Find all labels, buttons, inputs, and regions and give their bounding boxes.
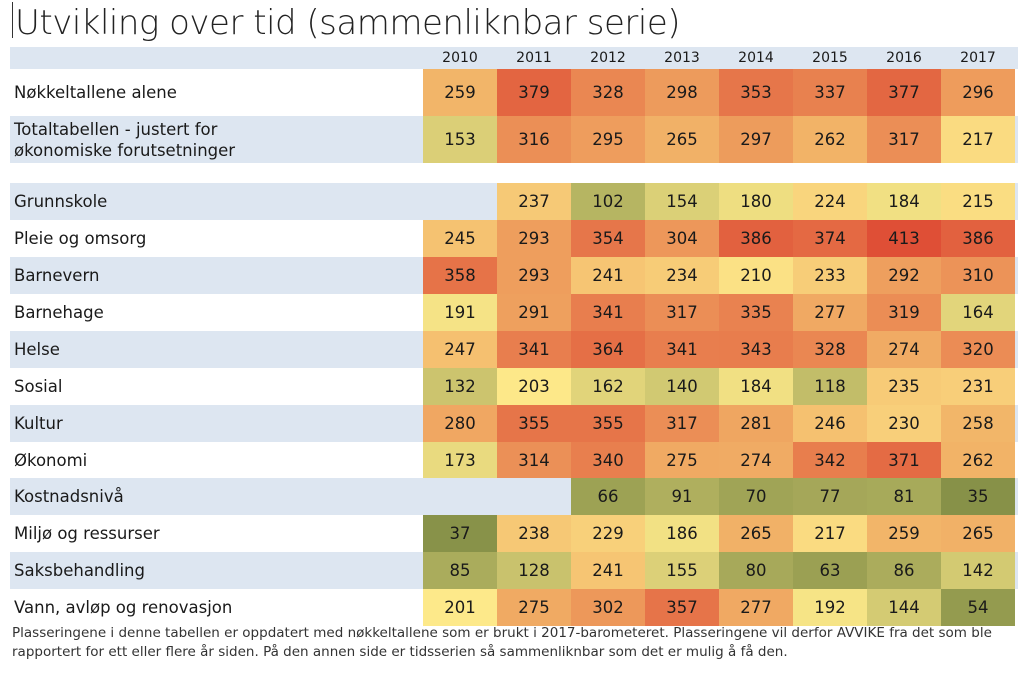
value-cell: 374 xyxy=(793,220,867,257)
value-cell: 192 xyxy=(793,589,867,626)
value-cell: 291 xyxy=(497,294,571,331)
value-cell: 328 xyxy=(793,331,867,368)
value-cell: 265 xyxy=(645,116,719,163)
value-cell: 317 xyxy=(645,405,719,442)
table-row xyxy=(10,405,1018,442)
value-cell: 364 xyxy=(571,331,645,368)
value-cell: 54 xyxy=(941,589,1015,626)
value-cell: 340 xyxy=(571,442,645,479)
value-cell: 241 xyxy=(571,257,645,294)
value-cell: 274 xyxy=(719,442,793,479)
value-cell: 237 xyxy=(497,183,571,220)
value-cell: 317 xyxy=(645,294,719,331)
value-cell: 265 xyxy=(719,515,793,552)
value-cell: 85 xyxy=(423,552,497,589)
value-cell: 37 xyxy=(423,515,497,552)
row-label: Kultur xyxy=(14,414,63,433)
value-cell: 281 xyxy=(719,405,793,442)
value-cell: 144 xyxy=(867,589,941,626)
value-cell: 316 xyxy=(497,116,571,163)
value-cell: 164 xyxy=(941,294,1015,331)
value-cell: 184 xyxy=(719,368,793,405)
table-row xyxy=(10,515,1018,552)
value-cell: 342 xyxy=(793,442,867,479)
value-cell: 343 xyxy=(719,331,793,368)
value-cell: 328 xyxy=(571,69,645,116)
value-cell: 215 xyxy=(941,183,1015,220)
value-cell: 80 xyxy=(719,552,793,589)
value-cell: 293 xyxy=(497,220,571,257)
value-cell: 355 xyxy=(497,405,571,442)
value-cell: 335 xyxy=(719,294,793,331)
value-cell: 210 xyxy=(719,257,793,294)
value-cell: 191 xyxy=(423,294,497,331)
value-cell: 304 xyxy=(645,220,719,257)
value-cell: 86 xyxy=(867,552,941,589)
year-header-2016: 2016 xyxy=(886,50,922,66)
table-row xyxy=(10,183,1018,220)
table-row xyxy=(10,478,1018,515)
table-row xyxy=(10,69,1018,116)
year-header-2017: 2017 xyxy=(960,50,996,66)
value-cell: 132 xyxy=(423,368,497,405)
value-cell: 259 xyxy=(867,515,941,552)
row-label: Sosial xyxy=(14,377,63,396)
value-cell: 274 xyxy=(867,331,941,368)
year-header-2013: 2013 xyxy=(664,50,700,66)
value-cell: 262 xyxy=(941,442,1015,479)
row-label: Økonomi xyxy=(14,451,88,470)
row-label: Barnehage xyxy=(14,303,104,322)
row-label: Saksbehandling xyxy=(14,561,145,580)
value-cell: 358 xyxy=(423,257,497,294)
value-cell: 357 xyxy=(645,589,719,626)
table-row xyxy=(10,220,1018,257)
value-cell: 245 xyxy=(423,220,497,257)
value-cell: 258 xyxy=(941,405,1015,442)
value-cell: 353 xyxy=(719,69,793,116)
year-header-2015: 2015 xyxy=(812,50,848,66)
value-cell: 238 xyxy=(497,515,571,552)
value-cell: 128 xyxy=(497,552,571,589)
value-cell: 275 xyxy=(497,589,571,626)
value-cell: 142 xyxy=(941,552,1015,589)
table-row xyxy=(10,331,1018,368)
value-cell: 341 xyxy=(571,294,645,331)
value-cell: 310 xyxy=(941,257,1015,294)
value-cell: 265 xyxy=(941,515,1015,552)
value-cell: 297 xyxy=(719,116,793,163)
value-cell: 35 xyxy=(941,478,1015,515)
row-label: Helse xyxy=(14,340,60,359)
value-cell: 262 xyxy=(793,116,867,163)
value-cell: 275 xyxy=(645,442,719,479)
value-cell: 277 xyxy=(793,294,867,331)
value-cell: 354 xyxy=(571,220,645,257)
table-row xyxy=(10,257,1018,294)
value-cell: 317 xyxy=(867,116,941,163)
value-cell: 155 xyxy=(645,552,719,589)
value-cell: 231 xyxy=(941,368,1015,405)
value-cell: 162 xyxy=(571,368,645,405)
value-cell: 314 xyxy=(497,442,571,479)
value-cell: 201 xyxy=(423,589,497,626)
value-cell: 280 xyxy=(423,405,497,442)
value-cell: 341 xyxy=(497,331,571,368)
value-cell: 386 xyxy=(719,220,793,257)
value-cell: 379 xyxy=(497,69,571,116)
value-cell: 298 xyxy=(645,69,719,116)
value-cell: 413 xyxy=(867,220,941,257)
value-cell: 246 xyxy=(793,405,867,442)
value-cell: 355 xyxy=(571,405,645,442)
value-cell: 293 xyxy=(497,257,571,294)
row-label: Miljø og ressurser xyxy=(14,524,160,543)
row-label: Vann, avløp og renovasjon xyxy=(14,598,233,617)
value-cell: 70 xyxy=(719,478,793,515)
value-cell: 77 xyxy=(793,478,867,515)
row-label: Kostnadsnivå xyxy=(14,487,124,506)
value-cell: 319 xyxy=(867,294,941,331)
chart-title-text: Utvikling over tid (sammenliknbar serie) xyxy=(15,3,681,43)
table-row xyxy=(10,552,1018,589)
value-cell: 341 xyxy=(645,331,719,368)
value-cell: 277 xyxy=(719,589,793,626)
value-cell: 217 xyxy=(941,116,1015,163)
row-label: Nøkkeltallene alene xyxy=(14,83,177,102)
value-cell: 118 xyxy=(793,368,867,405)
value-cell: 235 xyxy=(867,368,941,405)
value-cell: 377 xyxy=(867,69,941,116)
year-header-2012: 2012 xyxy=(590,50,626,66)
value-cell: 371 xyxy=(867,442,941,479)
value-cell: 184 xyxy=(867,183,941,220)
value-cell: 229 xyxy=(571,515,645,552)
value-cell: 230 xyxy=(867,405,941,442)
table-row xyxy=(10,294,1018,331)
value-cell: 102 xyxy=(571,183,645,220)
value-cell: 234 xyxy=(645,257,719,294)
value-cell: 233 xyxy=(793,257,867,294)
value-cell: 241 xyxy=(571,552,645,589)
value-cell: 91 xyxy=(645,478,719,515)
value-cell: 224 xyxy=(793,183,867,220)
value-cell: 337 xyxy=(793,69,867,116)
value-cell: 292 xyxy=(867,257,941,294)
value-cell: 259 xyxy=(423,69,497,116)
chart-title xyxy=(12,2,680,43)
row-label: Barnevern xyxy=(14,266,100,285)
value-cell: 247 xyxy=(423,331,497,368)
row-label: Totaltabellen - justert for økonomiske forutsetninger xyxy=(14,119,236,160)
year-header-2014: 2014 xyxy=(738,50,774,66)
value-cell: 66 xyxy=(571,478,645,515)
table-row xyxy=(10,368,1018,405)
value-cell: 217 xyxy=(793,515,867,552)
row-label: Grunnskole xyxy=(14,192,108,211)
value-cell: 203 xyxy=(497,368,571,405)
value-cell: 386 xyxy=(941,220,1015,257)
value-cell: 302 xyxy=(571,589,645,626)
row-label: Pleie og omsorg xyxy=(14,229,147,248)
value-cell: 186 xyxy=(645,515,719,552)
value-cell: 320 xyxy=(941,331,1015,368)
value-cell: 295 xyxy=(571,116,645,163)
value-cell: 296 xyxy=(941,69,1015,116)
value-cell: 140 xyxy=(645,368,719,405)
table-row xyxy=(10,116,1018,163)
value-cell: 173 xyxy=(423,442,497,479)
value-cell: 81 xyxy=(867,478,941,515)
year-header-row xyxy=(10,47,1018,69)
value-cell: 180 xyxy=(719,183,793,220)
value-cell: 63 xyxy=(793,552,867,589)
footnote: Plasseringene i denne tabellen er oppdatert med nøkkeltallene som er brukt i 2017-barometeret. Plasseringene vil derfor AVVIKE fra det som ble rapportert for ett eller flere år siden. På den annen side er tidsserien så sammenliknbar som det er mulig å få den. xyxy=(12,625,992,660)
table-row xyxy=(10,589,1018,626)
year-header-2010: 2010 xyxy=(442,50,478,66)
value-cell: 154 xyxy=(645,183,719,220)
value-cell: 153 xyxy=(423,116,497,163)
year-header-2011: 2011 xyxy=(516,50,552,66)
table-row xyxy=(10,442,1018,479)
text-cursor xyxy=(12,2,13,38)
